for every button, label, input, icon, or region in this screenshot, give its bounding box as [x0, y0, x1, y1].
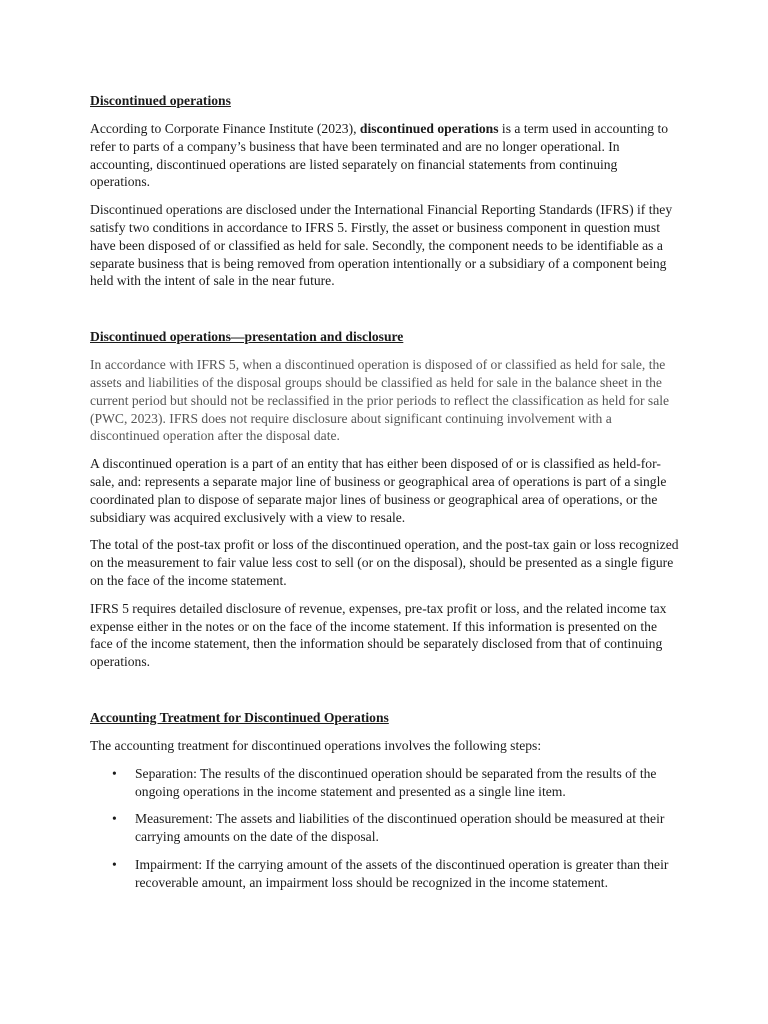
- bullet-icon: •: [112, 856, 117, 872]
- list-item: [90, 765, 680, 801]
- bullet-icon: •: [112, 765, 117, 781]
- section-heading-accounting-treatment: Accounting Treatment for Discontinued Operations: [90, 709, 389, 725]
- document-page: [90, 92, 680, 902]
- bullet-icon: •: [112, 811, 117, 827]
- paragraph-definition-held-for-sale: A discontinued operation is a part of an entity that has either been disposed of or is classified as held-for-sale, and: represents a separate major line of business or geographical area of operations is part of a single coordinated plan to dispose of separate major lines of business or geographical area of operations, or the subsidiary was acquired exclusively with a view to resale.: [90, 456, 667, 525]
- paragraph-ifrs-conditions: Discontinued operations are disclosed under the International Financial Reporting Standards (IFRS) if they satisfy two conditions in accordance to IFRS 5. Firstly, the asset or business component in question must have been disposed of or classified as held for sale. Secondly, the component needs to be identifiable as a separate business that is being removed from operation intentionally or a subsidiary of a component being held with the intent of sale in the near future.: [90, 202, 673, 289]
- list-item-text: Impairment: If the carrying amount of the assets of the discontinued operation is greater than their recoverable amount, an impairment loss should be recognized in the income statement.: [135, 856, 669, 890]
- list-item-text: Separation: The results of the discontinued operation should be separated from the results of the ongoing operations in the income statement and presented as a single line item.: [135, 765, 657, 799]
- paragraph-ifrs5-classification: In accordance with IFRS 5, when a discontinued operation is disposed of or classified as held for sale, the assets and liabilities of the disposal groups should be classified as held for sale in the balance sheet in the current period but should not be reclassified in the prior periods to reflect the classification as held for sale (PWC, 2023). IFRS does not require disclosure about significant continuing involvement with a discontinued operation after the disposal date.: [90, 357, 670, 444]
- section-spacer: [90, 681, 680, 709]
- treatment-steps-list: [90, 765, 680, 892]
- paragraph-definition-rest: is a term used in accounting to refer to parts of a company’s business that have been terminated and are no longer operational. In accounting, discontinued operations are listed separately on financial statements from continuing operations.: [90, 121, 669, 190]
- section-heading-presentation-disclosure: Discontinued operations—presentation and disclosure: [90, 329, 404, 345]
- paragraph-post-tax-profit: The total of the post-tax profit or loss of the discontinued operation, and the post-tax gain or loss recognized on the measurement to fair value less cost to sell (or on the disposal), should be presented as a single figure on the face of the income statement.: [90, 537, 679, 588]
- paragraph-treatment-intro: The accounting treatment for discontinued operations involves the following steps:: [90, 737, 542, 753]
- section-spacer: [90, 300, 680, 328]
- list-item: [90, 810, 680, 846]
- list-item-text: Measurement: The assets and liabilities of the discontinued operation should be measured at their carrying amounts on the date of the disposal.: [135, 811, 665, 845]
- paragraph-definition-lead: According to Corporate Finance Institute (2023),: [90, 121, 360, 136]
- paragraph-definition-term: discontinued operations: [359, 121, 499, 136]
- section-heading-discontinued-operations: Discontinued operations: [90, 93, 231, 108]
- list-item: [90, 856, 680, 892]
- paragraph-detailed-disclosure: IFRS 5 requires detailed disclosure of revenue, expenses, pre-tax profit or loss, and the related income tax expense either in the notes or on the face of the income statement. If this information is presented on the face of the income statement, then the information should be separately disclosed from that of continuing operations.: [90, 600, 667, 670]
- paragraph-definition: [90, 120, 680, 191]
